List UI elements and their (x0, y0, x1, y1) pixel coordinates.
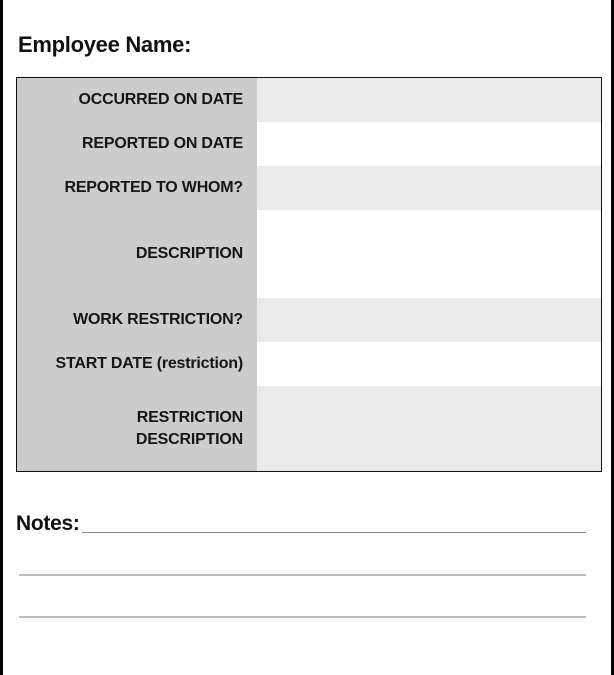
start-date-restriction-field[interactable] (257, 342, 601, 386)
reported-to-whom-label: REPORTED TO WHOM? (17, 166, 257, 210)
form-row-description (17, 210, 601, 298)
notes-line-2[interactable] (19, 574, 586, 576)
incident-form-table (16, 77, 602, 472)
page-border-left (0, 0, 3, 675)
work-restriction-field[interactable] (257, 298, 601, 342)
employee-name-label: Employee Name: (18, 32, 192, 57)
reported-on-date-field[interactable] (257, 122, 601, 166)
notes-line-3[interactable] (19, 616, 586, 618)
form-row-start-date-restriction (17, 342, 601, 386)
reported-on-date-label: REPORTED ON DATE (17, 122, 257, 166)
occurred-on-date-label: OCCURRED ON DATE (17, 78, 257, 122)
work-restriction-label: WORK RESTRICTION? (17, 298, 257, 342)
form-row-reported-to-whom (17, 166, 601, 210)
form-row-occurred-on-date (17, 78, 601, 122)
notes-line-1[interactable] (82, 532, 586, 533)
description-label: DESCRIPTION (17, 210, 257, 298)
reported-to-whom-field[interactable] (257, 166, 601, 210)
form-row-work-restriction (17, 298, 601, 342)
occurred-on-date-field[interactable] (257, 78, 601, 122)
form-row-reported-on-date (17, 122, 601, 166)
start-date-restriction-label (17, 342, 257, 386)
restriction-description-label (17, 386, 257, 471)
form-row-restriction-description (17, 386, 601, 471)
restriction-description-field[interactable] (257, 386, 601, 471)
description-field[interactable] (257, 210, 601, 298)
restriction-description-text: RESTRICTION DESCRIPTION (135, 408, 243, 448)
notes-label: Notes: (16, 512, 80, 535)
start-date-restriction-text: START DATE (restriction) (55, 355, 243, 372)
